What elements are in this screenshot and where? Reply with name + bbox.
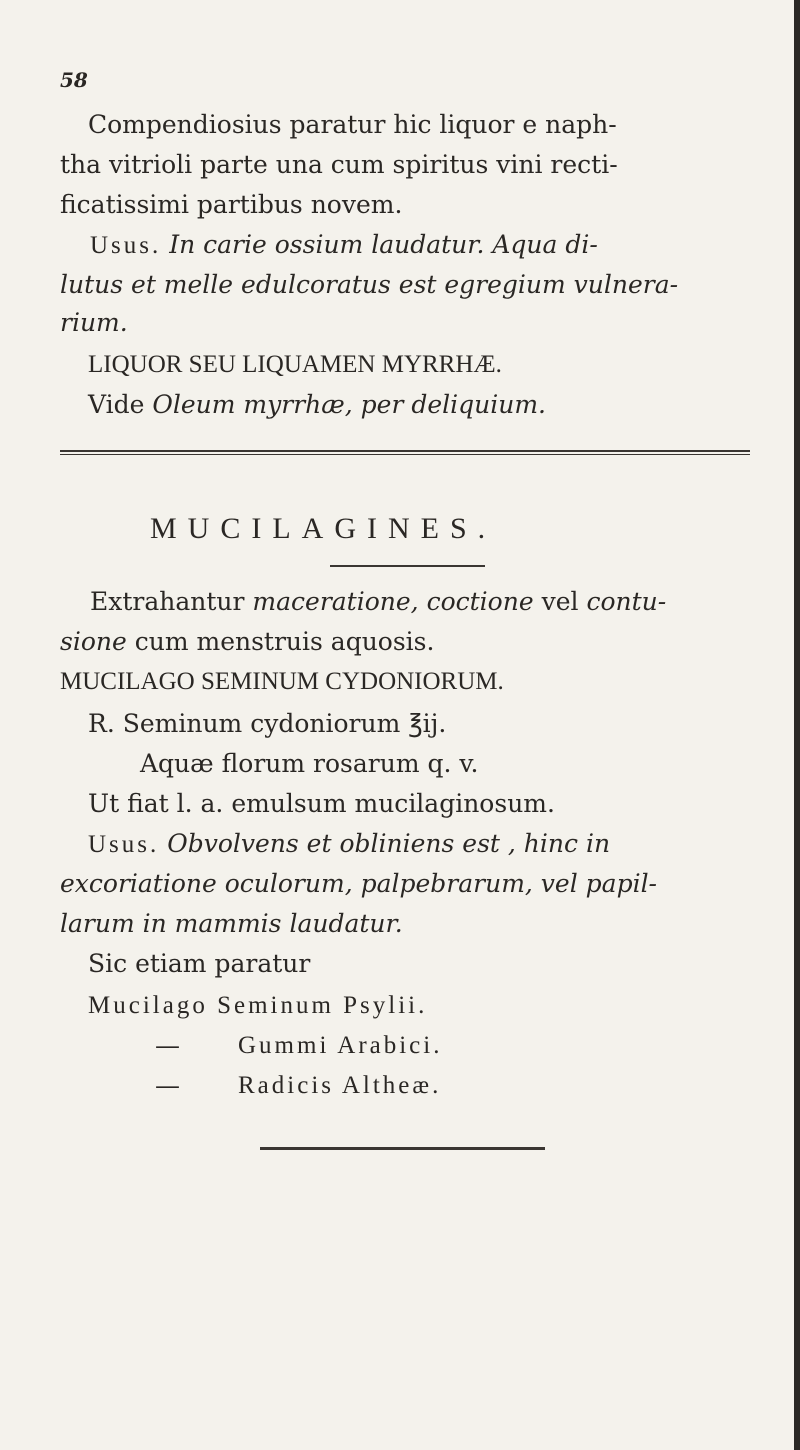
vide-ref: Oleum myrrhæ, per deliquium. xyxy=(152,390,546,419)
list-item: Gummi Arabici. xyxy=(238,1032,443,1059)
vide-label: Vide xyxy=(88,390,145,419)
sic-line: Sic etiam paratur xyxy=(88,949,311,978)
intro-italic: contu- xyxy=(586,587,667,616)
usus-text: In carie ossium laudatur. Aqua di- xyxy=(169,230,598,259)
page-edge xyxy=(794,0,800,1450)
list-item: Radicis Altheæ. xyxy=(238,1072,442,1099)
list-dash: — xyxy=(155,1071,180,1100)
list-item: Mucilago Seminum Psylii. xyxy=(88,992,428,1019)
section-rule-top xyxy=(60,450,750,452)
intro-text: vel xyxy=(541,587,579,616)
intro-line xyxy=(90,585,666,619)
section-title: MUCILAGINES. xyxy=(150,512,497,545)
intro-italic: sione xyxy=(60,627,127,656)
page-number: 58 xyxy=(60,68,88,92)
paragraph-line: tha vitrioli parte una cum spiritus vini recti- xyxy=(60,150,618,179)
usus-label: Usus. xyxy=(90,232,162,259)
section-rule-top-thin xyxy=(60,454,750,455)
usus-line: larum in mammis laudatur. xyxy=(60,909,403,938)
usus-line: rium. xyxy=(60,308,128,337)
list-dash: — xyxy=(155,1031,180,1060)
entry-heading: MUCILAGO SEMINUM CYDONIORUM. xyxy=(60,668,504,695)
closing-rule xyxy=(260,1147,545,1150)
vide-line xyxy=(88,388,546,422)
usus-line xyxy=(90,228,598,263)
intro-line xyxy=(60,625,434,659)
intro-italic: maceratione, coctione xyxy=(252,587,534,616)
usus-label: Usus. xyxy=(88,831,160,858)
recipe-line: Aquæ florum rosarum q. v. xyxy=(140,749,479,778)
recipe-line: Ut fiat l. a. emulsum mucilaginosum. xyxy=(88,789,555,818)
usus-line: excoriatione oculorum, palpebrarum, vel papil- xyxy=(60,869,658,898)
entry-heading: LIQUOR SEU LIQUAMEN MYRRHÆ. xyxy=(88,351,502,378)
paragraph-line: ficatissimi partibus novem. xyxy=(60,190,403,219)
paragraph-line: Compendiosius paratur hic liquor e naph- xyxy=(88,110,617,139)
usus-line: lutus et melle edulcoratus est egregium vulnera- xyxy=(60,270,679,299)
recipe-line: R. Seminum cydoniorum ℥ij. xyxy=(88,709,447,738)
section-rule-short xyxy=(330,565,485,567)
intro-text: Extrahantur xyxy=(90,587,245,616)
intro-text: cum menstruis aquosis. xyxy=(134,627,435,656)
usus-line xyxy=(88,827,610,862)
usus-text: Obvolvens et obliniens est , hinc in xyxy=(167,829,611,858)
